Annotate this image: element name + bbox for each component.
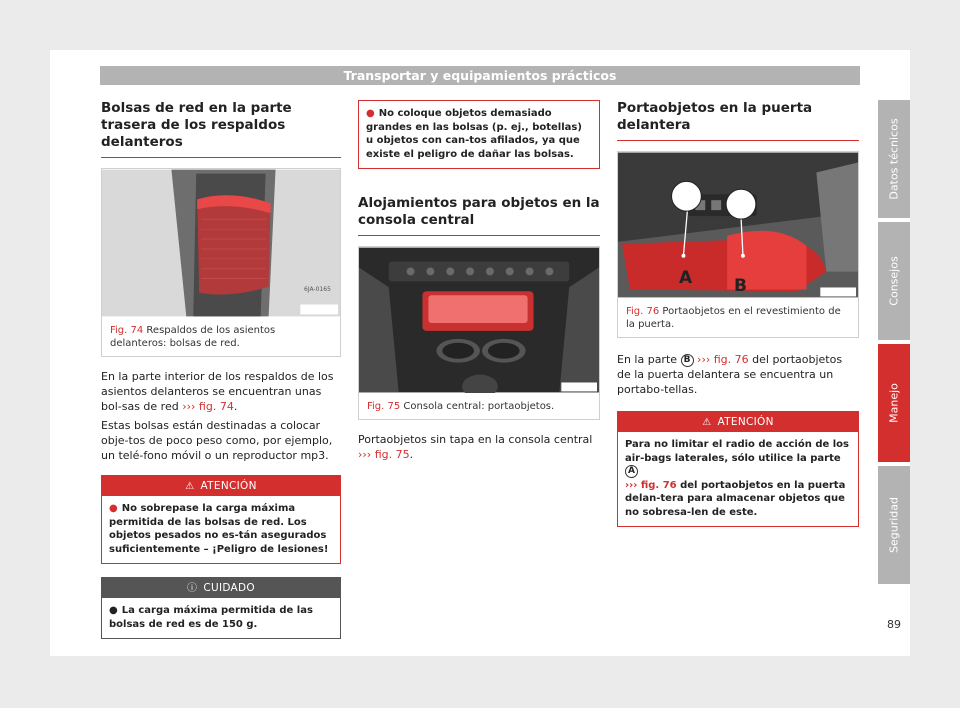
caution-title: CUIDADO xyxy=(203,582,255,594)
tab-label: Datos técnicos xyxy=(887,118,901,200)
figure-caption-75 xyxy=(359,393,599,419)
figure-caption-74 xyxy=(102,317,340,356)
section-banner: Transportar y equipamientos prácticos xyxy=(100,66,860,85)
figure-75 xyxy=(358,246,600,420)
heading-console: Alojamientos para objetos en la consola central xyxy=(358,195,600,236)
bullet-icon: ● xyxy=(109,605,118,616)
sidebar-tabs xyxy=(878,100,910,588)
paragraph-text: . xyxy=(233,400,238,413)
warning-text: Para no limitar el radio de acción de los air-bags laterales, sólo utilice la parte xyxy=(625,439,849,464)
warning-continued-body xyxy=(359,101,599,168)
figure-74 xyxy=(101,168,341,357)
paragraph-text: . xyxy=(409,448,414,461)
figure-caption-text-74: Respaldos de los asientos delanteros: bolsas de red. xyxy=(110,325,276,349)
fig-75-link[interactable]: ››› fig. 75 xyxy=(358,448,410,461)
column-door-pocket xyxy=(617,100,859,527)
warning-continued-box xyxy=(358,100,600,169)
caution-body xyxy=(102,598,340,638)
column-net-pockets xyxy=(101,100,341,639)
part-a-badge: A xyxy=(625,465,638,478)
paragraph-text: En la parte interior de los respaldos de los asientos delanteros se encuentran unas bol-sas de red xyxy=(101,370,334,413)
callout-a: A xyxy=(679,268,693,288)
caution-box xyxy=(101,577,341,639)
column-console xyxy=(358,100,600,462)
fig-74-link[interactable]: ››› fig. 74 xyxy=(182,400,234,413)
warning-text: No sobrepase la carga máxima permitida de las bolsas de red. Los objetos pesados no es-tán asegurados suficientemente – ¡Peligro de lesiones! xyxy=(109,503,329,555)
warning-header xyxy=(102,476,340,496)
paragraph-text: En la parte xyxy=(617,353,681,366)
bullet-icon: ● xyxy=(366,108,375,119)
seat-back-net-image xyxy=(102,169,340,317)
heading-door-pocket: Portaobjetos en la puerta delantera xyxy=(617,100,859,141)
tab-manejo[interactable] xyxy=(878,344,910,462)
paragraph-net-location xyxy=(101,369,341,414)
paragraph-door-pocket xyxy=(617,352,859,397)
warning-body xyxy=(102,496,340,563)
paragraph-text: Portaobjetos sin tapa en la consola central xyxy=(358,433,593,446)
page-number: 89 xyxy=(887,618,901,631)
figure-caption-76 xyxy=(618,298,858,337)
tab-label: Consejos xyxy=(887,256,901,306)
tab-datos-tecnicos[interactable] xyxy=(878,100,910,218)
tab-label: Manejo xyxy=(887,383,901,423)
center-console-image xyxy=(359,247,599,393)
heading-net-pockets: Bolsas de red en la parte trasera de los respaldos delanteros xyxy=(101,100,341,158)
tab-seguridad[interactable] xyxy=(878,466,910,584)
figure-label-75: Fig. 75 xyxy=(367,401,401,412)
figure-76 xyxy=(617,151,859,338)
info-circle-icon: ⓘ xyxy=(187,583,198,594)
paragraph-text: del portaobjetos de la puerta delantera se encuentra un portabo-tellas. xyxy=(617,353,843,396)
bullet-icon: ● xyxy=(109,503,118,514)
figure-caption-text-76: Portaobjetos en el revestimiento de la puerta. xyxy=(626,306,841,330)
warning-box-door xyxy=(617,411,859,527)
paragraph-console xyxy=(358,432,600,462)
warning-body xyxy=(618,432,858,526)
warning-title: ATENCIÓN xyxy=(200,480,257,492)
caution-header xyxy=(102,578,340,598)
callout-b: B xyxy=(734,276,747,296)
tab-consejos[interactable] xyxy=(878,222,910,340)
warning-header xyxy=(618,412,858,432)
warning-continued-text: No coloque objetos demasiado grandes en las bolsas (p. ej., botellas) u objetos con can-tos afilados, ya que existe el peligro de dañar las bolsas. xyxy=(366,108,582,160)
fig-76-link[interactable]: ››› fig. 76 xyxy=(625,479,677,491)
warning-text: del portaobjetos en la puerta delan-tera para almacenar objetos que no sobresa-len de este. xyxy=(625,479,846,518)
tab-label: Seguridad xyxy=(887,497,901,553)
warning-triangle-icon: ⚠ xyxy=(702,417,712,428)
caution-text: La carga máxima permitida de las bolsas de red es de 150 g. xyxy=(109,605,313,630)
paragraph-net-usage: Estas bolsas están destinadas a colocar obje-tos de poco peso como, por ejemplo, un telé-fono móvil o un reproductor mp3. xyxy=(101,419,333,462)
warning-box xyxy=(101,475,341,564)
warning-triangle-icon: ⚠ xyxy=(185,481,195,492)
part-b-badge: B xyxy=(681,354,694,367)
figure-code-74: 6JA-0165 xyxy=(304,286,331,293)
warning-title: ATENCIÓN xyxy=(717,416,774,428)
figure-caption-text-75: Consola central: portaobjetos. xyxy=(403,401,555,412)
figure-label-76: Fig. 76 xyxy=(626,306,660,317)
figure-label-74: Fig. 74 xyxy=(110,325,144,336)
fig-76-link[interactable]: ››› fig. 76 xyxy=(697,353,749,366)
